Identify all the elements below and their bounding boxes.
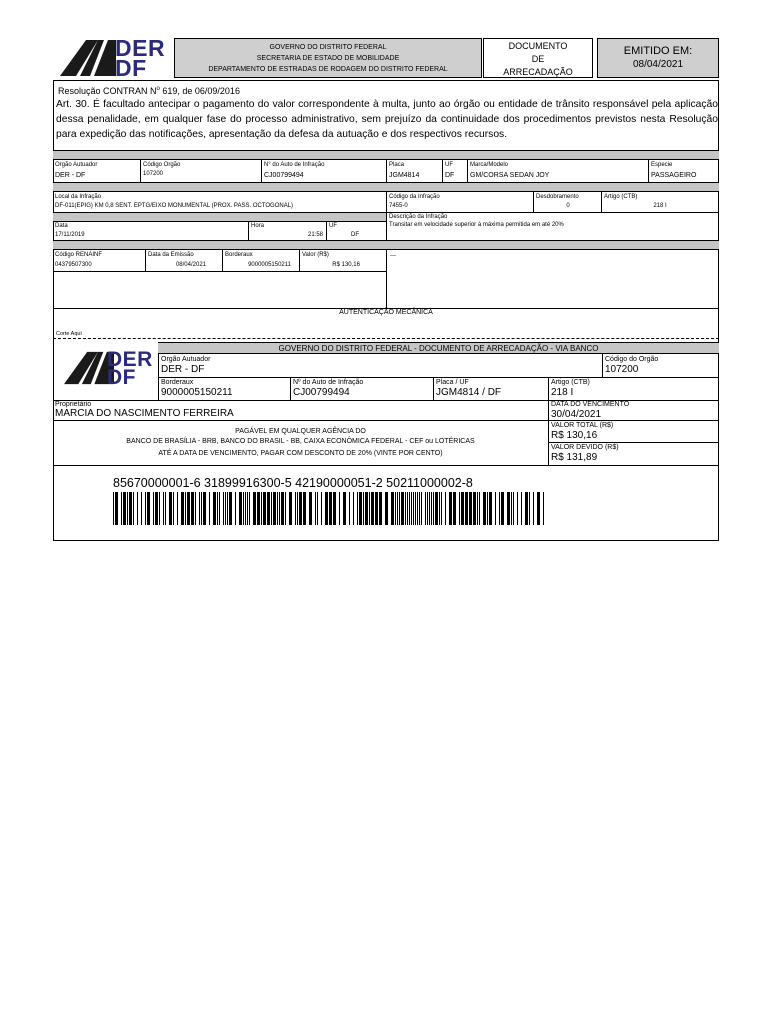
barcode-bar	[413, 492, 414, 525]
barcode-bar	[245, 492, 246, 525]
bank-placa-label: Placa / UF	[436, 379, 469, 386]
corte-aqui-label: Corte Aqui	[56, 331, 82, 337]
barcode-bar	[417, 492, 418, 525]
barcode-bar	[385, 492, 388, 525]
barcode-bar	[153, 492, 154, 525]
barcode-bar	[517, 492, 518, 525]
barcode-bar	[521, 492, 522, 525]
barcode-bar	[391, 492, 394, 525]
barcode-bar	[477, 492, 478, 525]
barcode-bar	[253, 492, 256, 525]
cut-line	[53, 338, 719, 339]
barcode-bar	[115, 492, 118, 525]
marca-label: Marca/Modelo	[470, 162, 509, 168]
bank-orgao-value: DER - DF	[161, 364, 205, 375]
renainf-label: Código RENAINF	[55, 252, 103, 258]
local-value: DF-011(EPIG) KM 0,8 SENT. EPTG/EIXO MONUMENTAL (PROX. PASS. OCTOGONAL)	[55, 203, 294, 209]
hora-value: 21:58	[307, 232, 323, 238]
barcode-bar	[445, 492, 446, 525]
barcode-bar	[145, 492, 146, 525]
barcode-bar	[271, 492, 272, 525]
section-band-3	[53, 212, 386, 222]
barcode-bar	[435, 492, 438, 525]
linha-digitavel: 85670000001-6 31899916300-5 42190000051-2 50211000002-8	[113, 476, 473, 490]
placa-label: Placa	[389, 162, 405, 168]
logo-text-der: DER	[115, 35, 166, 61]
descricao-label: Descrição da Infração	[389, 214, 448, 220]
uf2-value: DF	[351, 232, 359, 238]
auth-label: AUTENTICAÇÃO MECÂNICA	[339, 309, 433, 316]
emitido-label: EMITIDO EM:	[623, 45, 693, 57]
barcode-bar	[479, 492, 480, 525]
barcode-bar	[165, 492, 166, 525]
bank-total-value: R$ 130,16	[551, 430, 598, 441]
section-band-1	[53, 150, 719, 160]
header-doc-box	[483, 38, 593, 78]
cod-infracao-value: 7455-0	[389, 203, 408, 209]
bank-band-title: GOVERNO DO DISTRITO FEDERAL - DOCUMENTO DE ARRECADAÇÃO - VIA BANCO	[278, 344, 599, 353]
obs-value: ---	[390, 253, 396, 259]
data-value: 17/11/2019	[55, 232, 85, 238]
barcode-bar	[225, 492, 226, 525]
barcode-bar	[483, 492, 486, 525]
barcode-bar	[533, 492, 534, 525]
bank-borderaux-label: Borderaux	[161, 379, 194, 386]
barcode-bar	[213, 492, 216, 525]
barcode-bar	[405, 492, 406, 525]
bank-artigo-value: 218 I	[551, 387, 574, 398]
barcode-bar	[169, 492, 172, 525]
section-band-4	[53, 240, 719, 250]
barcode-bar	[321, 492, 322, 525]
emissao-value: 08/04/2021	[175, 262, 206, 268]
barcode-bar	[199, 492, 200, 525]
barcode-bar	[407, 492, 408, 525]
bank-codigo-value: 107200	[605, 364, 639, 375]
barcode-bar	[427, 492, 428, 525]
barcode-bar	[465, 492, 468, 525]
bank-venc-label: DATA DO VENCIMENTO	[551, 401, 630, 408]
barcode-bar	[303, 492, 306, 525]
hora-label: Hora	[251, 223, 265, 229]
barcode-bar	[353, 492, 354, 525]
codigo-orgao-label: Código Orgão	[143, 162, 181, 168]
barcode-bar	[181, 492, 184, 525]
der-df-logo-bank	[64, 350, 164, 388]
barcode-bar	[449, 492, 452, 525]
barcode-bar	[409, 492, 410, 525]
road-logo-icon	[60, 38, 116, 78]
barcode-bar	[459, 492, 460, 525]
barcode-bar	[487, 492, 488, 525]
barcode-bar	[473, 492, 476, 525]
artigo-label: Artigo (CTB)	[604, 194, 638, 200]
barcode-bar	[187, 492, 190, 525]
barcode-bar	[267, 492, 270, 525]
barcode-bar	[401, 492, 404, 525]
barcode-bar	[371, 492, 374, 525]
barcode-bar	[419, 492, 420, 525]
bank-placa-value: JGM4814 / DF	[436, 387, 502, 398]
header-departamento: DEPARTAMENTO DE ESTRADAS DE RODAGEM DO DISTRITO FEDERAL	[208, 66, 448, 73]
bank-proprietario-label: Proprietário	[55, 401, 92, 408]
resolution-rest: 619, de 06/09/2016	[159, 86, 240, 96]
barcode-bar	[289, 492, 292, 525]
header-gov: GOVERNO DO DISTRITO FEDERAL	[269, 44, 387, 51]
barcode-bar	[315, 492, 316, 525]
barcode-bar	[365, 492, 368, 525]
barcode-bar	[273, 492, 276, 525]
der-df-logo	[60, 35, 172, 81]
barcode-bar	[363, 492, 364, 525]
barcode-bar	[277, 492, 278, 525]
logo-text-der-bank: DER	[107, 348, 153, 371]
barcode-bar	[425, 492, 426, 525]
barcode-bar	[243, 492, 244, 525]
bank-devido-value: R$ 131,89	[551, 452, 598, 463]
barcode-bar	[235, 492, 236, 525]
bank-orgao-label: Orgão Autuador	[161, 356, 211, 363]
codigo-orgao-value: 107200	[143, 171, 164, 177]
barcode-bar	[325, 492, 328, 525]
resolution-sup: o	[156, 86, 160, 92]
barcode-bar	[543, 492, 544, 525]
bank-total-label: VALOR TOTAL (R$)	[551, 422, 614, 429]
uf-value: DF	[445, 172, 455, 179]
header-gov-box	[174, 38, 482, 78]
auto-value: CJ00799494	[264, 172, 304, 179]
barcode-bar	[399, 492, 400, 525]
barcode-bar	[411, 492, 412, 525]
cod-infracao-label: Código da Infração	[389, 194, 440, 200]
barcode-bar	[121, 492, 122, 525]
barcode-bar	[375, 492, 378, 525]
barcode-bar	[415, 492, 416, 525]
bank-auto-value: CJ00799494	[293, 387, 350, 398]
barcode-bar	[209, 492, 210, 525]
barcode-bar	[369, 492, 370, 525]
barcode-bar	[297, 492, 298, 525]
uf2-label: UF	[329, 223, 337, 229]
barcode-bar	[317, 492, 318, 525]
desdobramento-value: 0	[566, 203, 570, 209]
section-band-2	[53, 182, 719, 192]
barcode-bar	[397, 492, 398, 525]
barcode-bar	[333, 492, 336, 525]
barcode-bar	[439, 492, 440, 525]
orgao-autuador-label: Orgão Autuador	[55, 162, 98, 168]
logo-text-df: DF	[115, 55, 147, 81]
barcode-bar	[329, 492, 332, 525]
barcode-bar	[339, 492, 340, 525]
desdobramento-label: Desdobramento	[536, 194, 579, 200]
barcode-bar	[295, 492, 296, 525]
barcode-bar	[247, 492, 248, 525]
barcode-bar	[147, 492, 150, 525]
logo-text-df-bank: DF	[107, 366, 136, 389]
resolution-text: Resolução CONTRAN N	[58, 86, 157, 96]
barcode-bar	[431, 492, 432, 525]
pagavel-line2: BANCO DE BRASÍLIA - BRB, BANCO DO BRASIL - BB, CAIXA ECONÔMICA FEDERAL - CEF ou LOTÉRICAS	[126, 438, 475, 445]
barcode-bar	[133, 492, 134, 525]
barcode-bar	[203, 492, 206, 525]
header-secretaria: SECRETARIA DE ESTADO DE MOBILIDADE	[256, 55, 400, 62]
barcode-bar	[513, 492, 514, 525]
bank-auto-label: Nº do Auto de Infração	[293, 379, 364, 386]
barcode-bar	[469, 492, 472, 525]
header-emitido-box	[597, 38, 719, 78]
doc-line2: DE	[531, 54, 545, 64]
doc-line1: DOCUMENTO	[508, 41, 568, 51]
barcode-bar	[177, 492, 178, 525]
barcode-bar	[249, 492, 250, 525]
barcode-bar	[217, 492, 218, 525]
barcode-bar	[537, 492, 540, 525]
barcode-bar	[529, 492, 530, 525]
artigo-value: 218 I	[653, 203, 667, 209]
barcode-bar	[525, 492, 528, 525]
bank-borderaux-value: 9000005150211	[161, 387, 233, 398]
barcode-bar	[357, 492, 358, 525]
barcode-bar	[433, 492, 434, 525]
barcode-bar	[359, 492, 362, 525]
barcode-bar	[261, 492, 262, 525]
barcode-bar	[421, 492, 422, 525]
pagavel-line3: ATÉ A DATA DE VENCIMENTO, PAGAR COM DESCONTO DE 20% (VINTE POR CENTO)	[158, 450, 443, 457]
emitido-date: 08/04/2021	[632, 59, 684, 70]
barcode-bar	[511, 492, 512, 525]
barcode-bar	[127, 492, 128, 525]
barcode-bar	[379, 492, 382, 525]
barcode-bar	[453, 492, 456, 525]
barcode	[113, 492, 544, 525]
barcode-bar	[349, 492, 350, 525]
barcode-bar	[257, 492, 260, 525]
barcode-bar	[495, 492, 496, 525]
local-label: Local da Infração	[55, 194, 102, 200]
placa-value: JGM4814	[389, 172, 420, 179]
barcode-bar	[223, 492, 224, 525]
barcode-bar	[507, 492, 510, 525]
barcode-bar	[501, 492, 504, 525]
barcode-bar	[113, 492, 114, 525]
bank-devido-label: VALOR DEVIDO (R$)	[551, 444, 619, 451]
bank-venc-value: 30/04/2021	[551, 409, 602, 420]
barcode-bar	[309, 492, 312, 525]
bank-band	[158, 342, 719, 354]
bank-codigo-label: Código do Orgão	[605, 356, 659, 363]
marca-value: GM/CORSA SEDAN JOY	[470, 172, 550, 179]
barcode-bar	[429, 492, 430, 525]
barcode-bar	[191, 492, 194, 525]
barcode-bar	[137, 492, 138, 525]
barcode-bar	[489, 492, 492, 525]
orgao-autuador-value: DER - DF	[55, 172, 86, 179]
valor-value: R$ 130,16	[332, 262, 360, 268]
doc-line3: ARRECADAÇÃO	[503, 67, 573, 77]
barcode-bar	[195, 492, 196, 525]
pagavel-line1: PAGÁVEL EM QUALQUER AGÊNCIA DO	[235, 428, 366, 435]
barcode-bar	[129, 492, 132, 525]
resolution-line	[58, 84, 240, 96]
bank-proprietario-value: MARCIA DO NASCIMENTO FERREIRA	[55, 408, 234, 419]
bank-artigo-label: Artigo (CTB)	[551, 379, 590, 386]
article-text: Art. 30. É facultado antecipar o pagamento do valor correspondente à multa, junto ao órgão ou entidade de trânsito responsável pela aplicação dessa penalidade, em qualquer fase do processo administrativo, sem prejuízo da continuidade dos procedimentos previstos nesta Resolução para expedição das notificações, apresentação da defesa da autuação e dos respectivos recursos.	[56, 99, 718, 140]
barcode-bar	[299, 492, 302, 525]
barcode-bar	[141, 492, 142, 525]
barcode-bar	[229, 492, 232, 525]
barcode-bar	[227, 492, 228, 525]
especie-value: PASSAGEIRO	[651, 172, 697, 179]
barcode-bar	[239, 492, 242, 525]
barcode-bar	[123, 492, 126, 525]
descricao-value: Transitar em velocidade superior à máxima permitida em até 20%	[389, 222, 564, 228]
barcode-bar	[343, 492, 346, 525]
barcode-bar	[163, 492, 164, 525]
barcode-bar	[173, 492, 174, 525]
barcode-bar	[499, 492, 500, 525]
barcode-bar	[159, 492, 160, 525]
borderaux-label: Borderaux	[225, 252, 253, 258]
barcode-bar	[441, 492, 442, 525]
renainf-value: 04379507300	[55, 262, 92, 268]
barcode-bar	[279, 492, 280, 525]
barcode-bar	[155, 492, 158, 525]
barcode-bar	[285, 492, 286, 525]
barcode-bar	[219, 492, 220, 525]
uf-label: UF	[445, 162, 453, 168]
barcode-bar	[263, 492, 266, 525]
data-label: Data	[55, 223, 68, 229]
emissao-label: Data da Emissão	[148, 252, 194, 258]
barcode-bar	[461, 492, 464, 525]
barcode-bar	[281, 492, 284, 525]
barcode-bar	[395, 492, 396, 525]
especie-label: Especie	[651, 162, 673, 168]
barcode-bar	[201, 492, 202, 525]
auto-label: N° do Auto de Infração	[264, 162, 325, 168]
valor-label: Valor (R$)	[302, 252, 329, 258]
barcode-bar	[185, 492, 186, 525]
borderaux-value: 9000005150211	[248, 262, 291, 268]
